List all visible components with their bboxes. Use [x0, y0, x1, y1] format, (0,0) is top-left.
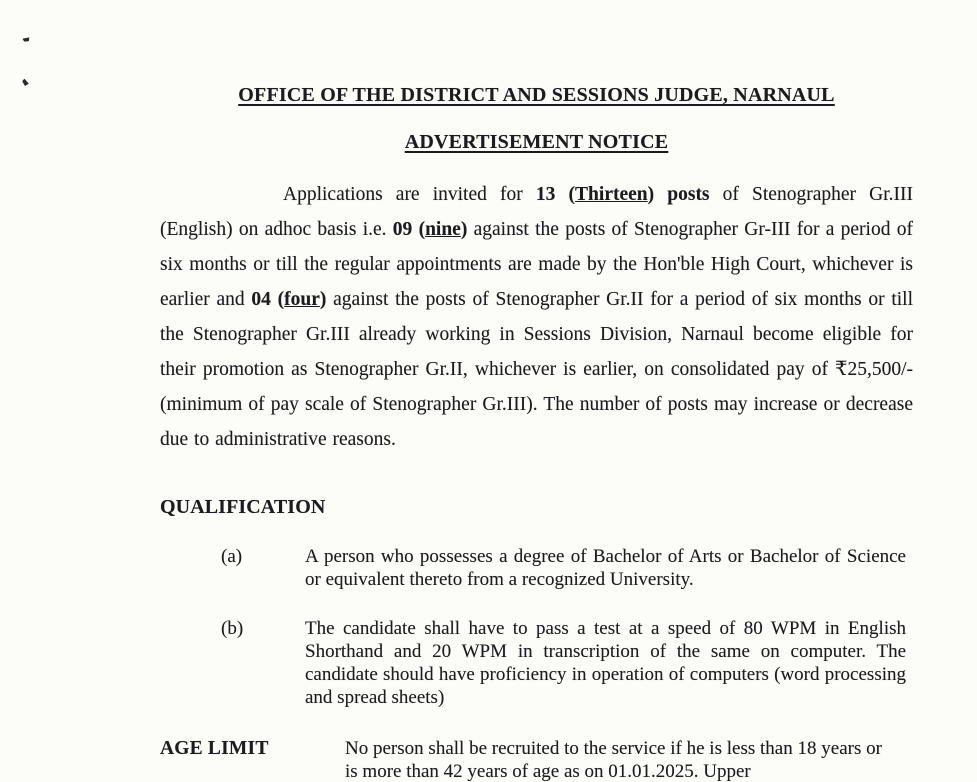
notice-subtitle: ADVERTISEMENT NOTICE [404, 131, 669, 153]
age-limit-text: No person shall be recruited to the service if he is less than 18 years or is more than 42 years of age as on 01.01.2025. Upper [345, 738, 882, 782]
item-text-b: The candidate shall have to pass a test at a speed of 80 WPM in English Shorthand and 20 WPM in transcription of the same on computer. The candidate should have proficiency in operation of computers (word processing and spread sheets) [305, 618, 906, 708]
qualification-item-b [160, 617, 910, 709]
scan-speck [22, 36, 30, 43]
age-limit-row [160, 737, 910, 782]
notice-office-title: OFFICE OF THE DISTRICT AND SESSIONS JUDGE, NARNAUL [238, 84, 835, 106]
qualification-item-a [160, 545, 910, 591]
intro-paragraph: Applications are invited for 13 (Thirteen) posts of Stenographer Gr.III (English) on adhoc basis i.e. 09 (nine) against the posts of Stenographer Gr-III for a period of six months or till the regular appointments are made by the Hon'ble High Court, whichever is earlier and 04 (four) against the posts of Stenographer Gr.II for a period of six months or till the Stenographer Gr.III already working in Sessions Division, Narnaul become eligible for their promotion as Stenographer Gr.II, whichever is earlier, on consolidated pay of ₹25,500/- (minimum of pay scale of Stenographer Gr.III). The number of posts may increase or decrease due to administrative reasons. [160, 184, 914, 450]
item-label-a: (a) [221, 546, 243, 567]
item-text-a: A person who possesses a degree of Bachelor of Arts or Bachelor of Science or equivalent thereto from a recognized University. [305, 546, 906, 590]
age-limit-heading: AGE LIMIT [160, 738, 269, 759]
scan-speck [21, 78, 30, 87]
qualification-heading: QUALIFICATION [160, 496, 326, 518]
item-label-b: (b) [221, 618, 244, 639]
